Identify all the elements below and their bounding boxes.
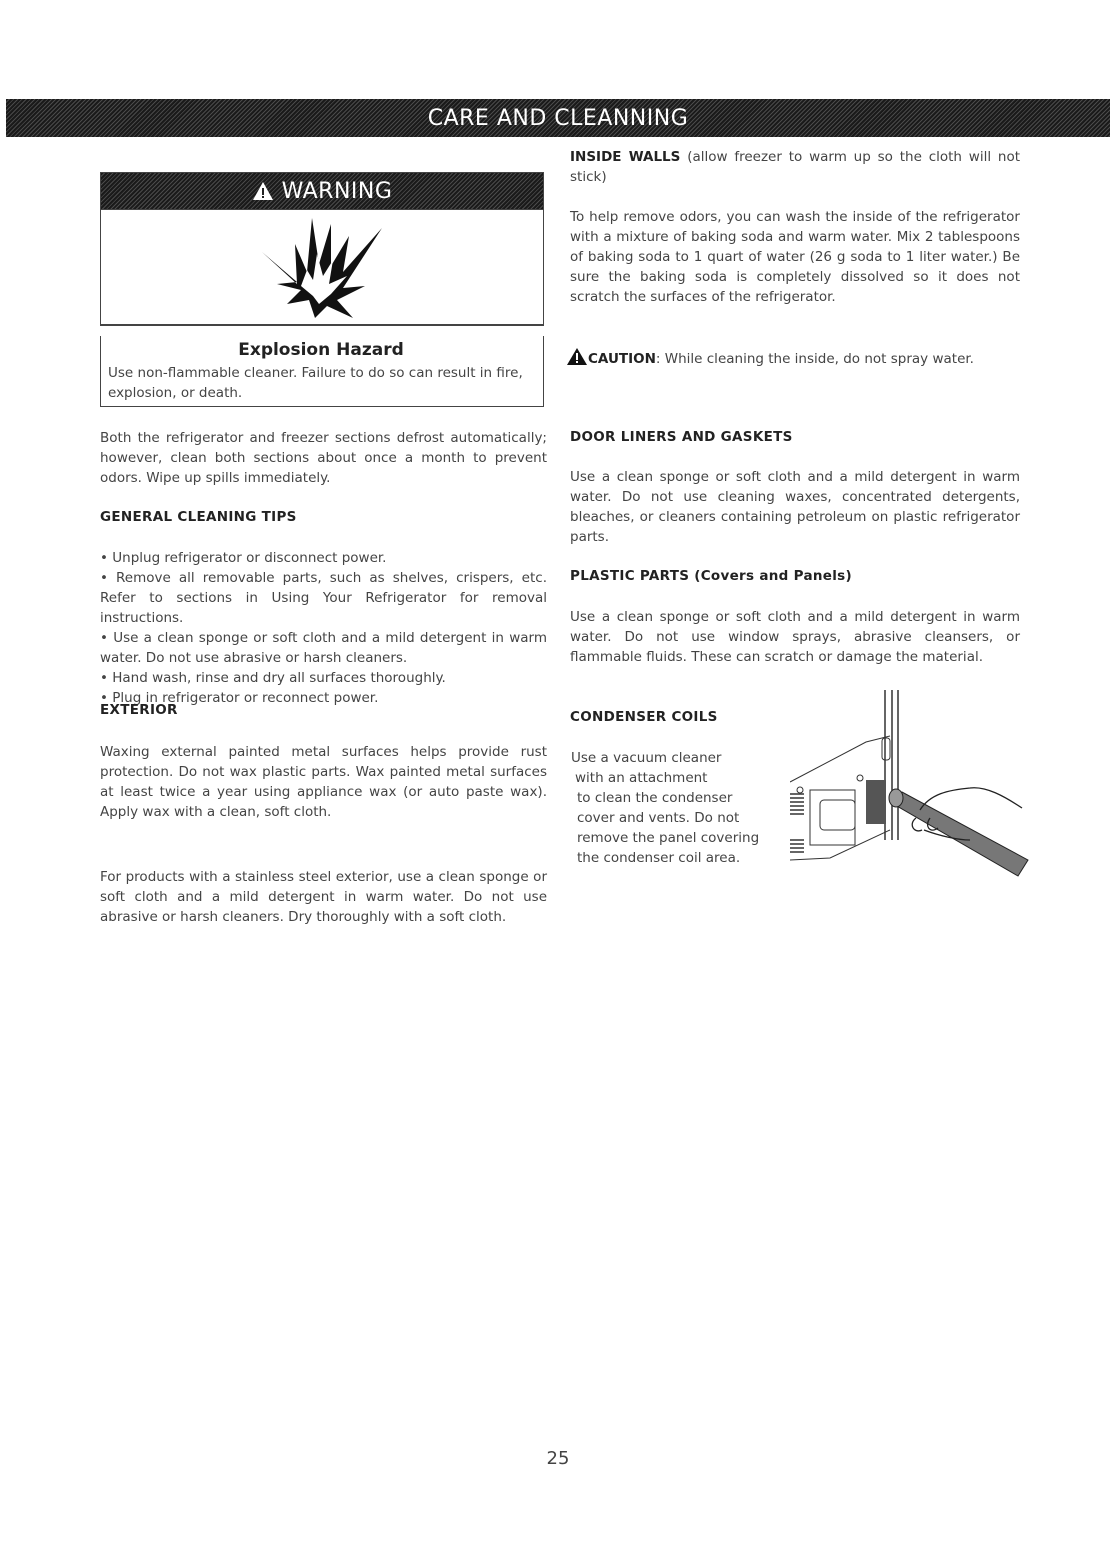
door-liners-paragraph: Use a clean sponge or soft cloth and a mild detergent in warm water. Do not use cleaning waxes, concentrated detergents, bleaches, or cleaners containing petroleum on plastic refrigerator parts. — [570, 469, 1020, 545]
list-item: • Hand wash, rinse and dry all surfaces thoroughly. — [100, 670, 446, 686]
hazard-text: Use non-flammable cleaner. Failure to do so can result in fire, explosion, or death. — [108, 365, 523, 401]
warning-label: WARNING — [281, 178, 393, 204]
caution-triangle-icon — [566, 347, 588, 366]
page-number: 25 — [546, 1448, 570, 1469]
plastic-parts-heading: PLASTIC PARTS (Covers and Panels) — [570, 568, 852, 584]
list-item: • Unplug refrigerator or disconnect power. — [100, 550, 387, 566]
condenser-vacuum-illustration — [790, 690, 1030, 880]
general-cleaning-heading: GENERAL CLEANING TIPS — [100, 509, 297, 525]
condenser-line: the condenser coil area. — [577, 850, 741, 866]
plastic-parts-paragraph: Use a clean sponge or soft cloth and a mild detergent in warm water. Do not use window sprays, abrasive cleansers, or flammable fluids. These can scratch or damage the material. — [570, 609, 1020, 665]
caution-note — [566, 347, 1020, 369]
inside-walls-intro — [570, 147, 1020, 187]
condenser-line: to clean the condenser — [577, 790, 733, 806]
condenser-line: remove the panel covering — [577, 830, 760, 846]
inside-walls-heading: INSIDE WALLS — [570, 149, 681, 165]
caution-label: CAUTION — [588, 351, 656, 367]
condenser-coils-text — [571, 748, 801, 868]
explosion-graphic — [101, 210, 543, 325]
condenser-line: cover and vents. Do not — [577, 810, 740, 826]
warning-box — [100, 172, 544, 326]
inside-walls-paragraph: To help remove odors, you can wash the inside of the refrigerator with a mixture of baking soda and warm water. Mix 2 tablespoons of baking soda to 1 quart of water (26 g soda to 1 liter water.) Be sure the baking soda is completely dissolved so it does not scratch the surfaces of the refrigerator. — [570, 209, 1020, 305]
condenser-line: with an attachment — [575, 770, 708, 786]
condenser-coils-heading: CONDENSER COILS — [570, 709, 718, 725]
hazard-title: Explosion Hazard — [238, 340, 404, 360]
warning-triangle-icon — [252, 181, 274, 201]
exterior-heading: EXTERIOR — [100, 702, 178, 718]
general-cleaning-list — [100, 548, 547, 708]
list-item: • Use a clean sponge or soft cloth and a mild detergent in warm water. Do not use abrasive or harsh cleaners. — [100, 630, 547, 666]
list-item: • Remove all removable parts, such as shelves, crispers, etc. Refer to sections in Using Your Refrigerator for removal instructions. — [100, 570, 547, 626]
inside-walls-note: (allow freezer to warm up so the cloth will not stick) — [570, 149, 1021, 185]
condenser-line: Use a vacuum cleaner — [571, 750, 722, 766]
caution-text: : While cleaning the inside, do not spray water. — [655, 351, 974, 367]
section-title: CARE AND CLEANNING — [427, 105, 689, 131]
door-liners-heading: DOOR LINERS AND GASKETS — [570, 429, 793, 445]
list-item: • Plug in refrigerator or reconnect power. — [100, 690, 379, 706]
warning-header — [101, 173, 543, 210]
exterior-paragraph-2: For products with a stainless steel exterior, use a clean sponge or soft cloth and a mild detergent in warm water. Do not use abrasive or harsh cleaners. Dry thoroughly with a soft cloth. — [100, 869, 547, 925]
explosion-icon — [257, 214, 387, 320]
exterior-paragraph-1: Waxing external painted metal surfaces helps provide rust protection. Do not wax plastic parts. Wax painted metal surfaces at least twice a year using appliance wax (or auto paste wax). Apply wax with a clean, soft cloth. — [100, 744, 547, 820]
section-banner — [6, 99, 1110, 137]
intro-paragraph: Both the refrigerator and freezer sections defrost automatically; however, clean both sections about once a month to prevent odors. Wipe up spills immediately. — [100, 430, 547, 486]
